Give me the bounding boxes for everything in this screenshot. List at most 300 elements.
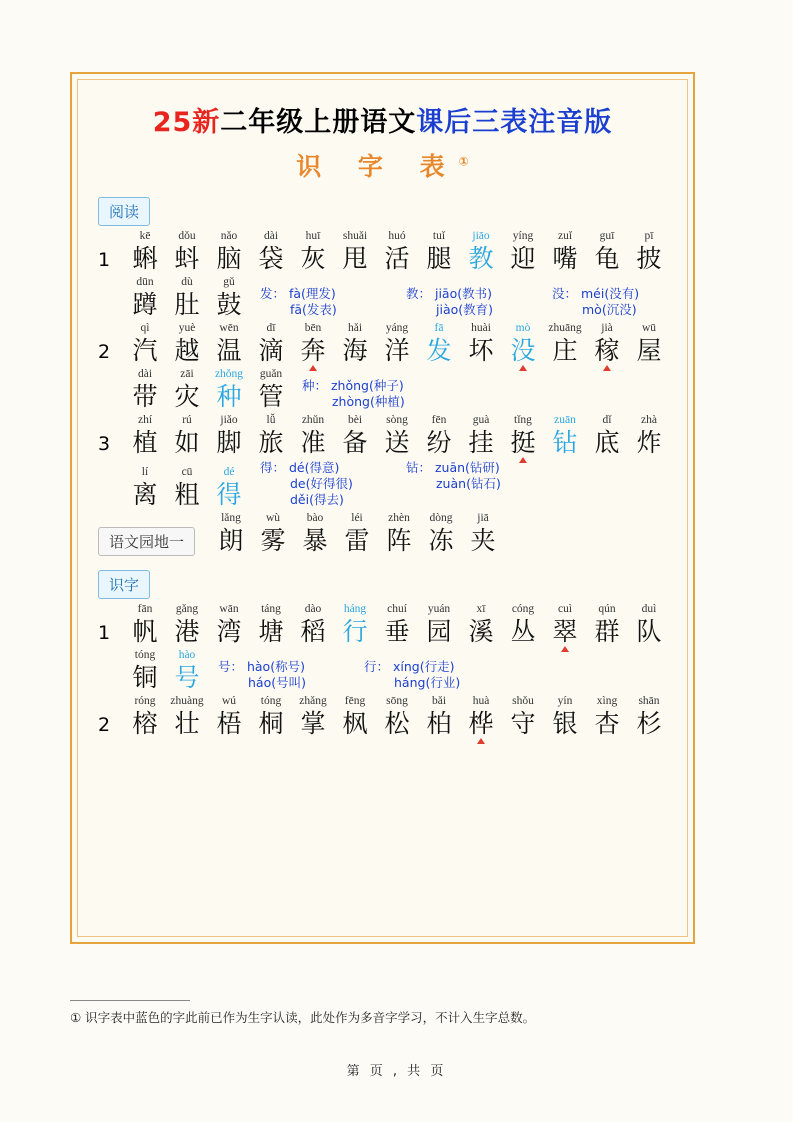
pinyin: jià [601,322,613,334]
char-cell [292,322,334,366]
char-group [124,322,670,366]
pinyin: dào [304,603,322,615]
hanzi: 活 [384,244,410,273]
hanzi: 坏 [468,336,494,365]
char-cell [250,368,292,412]
pinyin: zhèn [388,512,410,524]
char-cell [418,695,460,739]
lesson-number: 2 [98,341,111,363]
hanzi: 脑 [216,244,242,273]
pinyin: lǎng [221,512,241,524]
char-cell [460,230,502,274]
pinyin: yín [557,695,573,707]
hanzi: 榕 [132,709,158,738]
hanzi: 离 [132,480,158,509]
hanzi: 蚪 [174,244,200,273]
pinyin: fān [137,603,153,615]
section-label-row [98,197,693,226]
char-cell [250,322,292,366]
pinyin: zuǐ [557,230,573,242]
footnote-marker: ① [458,154,469,169]
char-cell [376,322,418,366]
hanzi: 袋 [258,244,284,273]
hanzi: 粗 [174,480,200,509]
pinyin: jiā [477,512,489,524]
char-cell [544,414,586,458]
hanzi: 翠 [552,617,578,646]
char-cell [376,695,418,739]
pinyin: bào [306,512,324,524]
char-cell [460,695,502,739]
hanzi: 屋 [636,336,662,365]
char-group [124,603,670,647]
hanzi: 蹲 [132,290,158,319]
char-cell [376,230,418,274]
char-cell [586,230,628,274]
char-cell [166,695,208,739]
char-row [98,512,693,556]
hanzi: 柏 [426,709,452,738]
char-group [124,695,670,739]
pinyin: shǒu [512,695,534,707]
lesson-number: 1 [98,249,111,271]
hanzi: 没 [510,336,536,365]
char-row [98,460,693,510]
pinyin: kē [139,230,151,242]
hanzi: 教 [468,244,494,273]
hanzi: 底 [594,428,620,457]
char-cell [460,322,502,366]
char-cell [376,603,418,647]
char-row [98,230,693,274]
hanzi: 越 [174,336,200,365]
hanzi: 队 [636,617,662,646]
hanzi: 嘴 [552,244,578,273]
polyphone-note [552,286,672,318]
pinyin: wēn [219,322,239,334]
hanzi: 稼 [594,336,620,365]
hanzi: 号 [174,663,200,692]
pinyin: zhuāng [548,322,582,334]
hanzi: 溪 [468,617,494,646]
char-cell [124,649,166,693]
polyphone-notes [302,378,422,412]
pinyin: zuān [554,414,576,426]
hanzi: 雾 [260,526,286,555]
char-cell [418,322,460,366]
char-cell [586,603,628,647]
char-cell [208,276,250,320]
pinyin: qì [140,322,150,334]
hanzi: 备 [342,428,368,457]
char-cell [502,230,544,274]
pinyin: léi [351,512,363,524]
pinyin: zhí [137,414,153,426]
char-row [98,695,693,739]
char-cell [294,512,336,556]
triangle-marker-icon [603,365,611,371]
char-cell [336,512,378,556]
hanzi: 塘 [258,617,284,646]
pinyin: hào [178,649,196,661]
polyphone-note [364,659,484,691]
hanzi: 丛 [510,617,536,646]
pinyin: bēn [304,322,322,334]
char-cell [166,276,208,320]
row-indent [98,690,124,693]
note-head: 行： xíng(行走) [364,659,455,674]
char-row [98,414,693,458]
hanzi: 壮 [174,709,200,738]
char-cell [628,414,670,458]
pinyin: dòng [429,512,453,524]
char-cell [418,230,460,274]
note-head: 号： hào(称号) [218,659,305,674]
page-footer: 第 页 , 共 页 [346,1064,447,1079]
content-area [72,197,693,739]
pinyin: lǚ [266,414,276,426]
char-cell [124,230,166,274]
char-cell [334,603,376,647]
note-head: 钻： zuān(钻研) [406,460,500,475]
pinyin: huó [388,230,406,242]
hanzi: 鼓 [216,290,242,319]
note-item: zhòng(种植) [332,394,405,409]
polyphone-note [218,659,338,691]
document-page [70,72,695,944]
pinyin: dūn [136,276,154,288]
char-cell [544,230,586,274]
pinyin: zhǔn [301,414,325,426]
char-cell [250,230,292,274]
polyphone-notes [260,286,672,320]
pinyin: jiǎo [220,414,238,426]
note-item: de(好得很) [290,476,353,491]
pinyin: jiāo [472,230,490,242]
hanzi: 送 [384,428,410,457]
hanzi: 肚 [174,290,200,319]
char-cell [208,603,250,647]
pinyin: táng [261,603,281,615]
hanzi: 甩 [342,244,368,273]
pinyin: dài [263,230,279,242]
hanzi: 腿 [426,244,452,273]
hanzi: 蝌 [132,244,158,273]
char-cell [166,368,208,412]
hanzi: 灾 [174,382,200,411]
char-cell [208,322,250,366]
pinyin: chuí [387,603,407,615]
triangle-marker-icon [519,457,527,463]
triangle-marker-icon [561,646,569,652]
char-cell [250,695,292,739]
hanzi: 行 [342,617,368,646]
note-head: 种： zhǒng(种子) [302,378,404,393]
pinyin: zhǎng [299,695,327,707]
hanzi: 滴 [258,336,284,365]
subtitle-text: 识 字 表 [296,152,459,181]
pinyin: bèi [347,414,363,426]
char-cell [334,695,376,739]
pinyin: xī [476,603,486,615]
polyphone-note [260,286,380,318]
char-cell [124,276,166,320]
char-cell [166,603,208,647]
section-label-literacy: 识字 [98,570,150,599]
hanzi: 桐 [258,709,284,738]
char-group [124,466,250,510]
char-cell [124,603,166,647]
char-cell [628,695,670,739]
char-cell [124,466,166,510]
char-cell [166,230,208,274]
char-cell [124,368,166,412]
char-cell [208,368,250,412]
triangle-marker-icon [519,365,527,371]
pinyin: cū [181,466,193,478]
row-indent [98,507,124,510]
pinyin: tóng [260,695,282,707]
pinyin: dé [223,466,235,478]
note-item: děi(得去) [290,492,344,507]
hanzi: 旅 [258,428,284,457]
pinyin: cuì [557,603,573,615]
hanzi: 发 [426,336,452,365]
char-cell [166,649,208,693]
char-cell [124,695,166,739]
pinyin: yuán [427,603,451,615]
pinyin: guǎn [259,368,283,380]
note-item: jiào(教育) [436,302,494,317]
note-head: 没： méi(没有) [552,286,640,301]
pinyin: huī [305,230,321,242]
pinyin: fēn [431,414,447,426]
hanzi: 准 [300,428,326,457]
hanzi: 桦 [468,709,494,738]
pinyin: mò [515,322,531,334]
pinyin: shān [638,695,660,707]
pinyin: wú [221,695,237,707]
char-cell [208,466,250,510]
hanzi: 掌 [300,709,326,738]
title-part-red: 25新 [152,107,221,138]
pinyin: fā [434,322,444,334]
pinyin: qún [598,603,616,615]
pinyin: róng [134,695,156,707]
note-item: háng(行业) [394,675,461,690]
hanzi: 钻 [552,428,578,457]
char-group [124,368,292,412]
note-head: 发： fà(理发) [260,286,336,301]
pinyin: guī [599,230,615,242]
hanzi: 暴 [302,526,328,555]
char-cell [460,603,502,647]
hanzi: 冻 [428,526,454,555]
char-cell [460,414,502,458]
hanzi: 园 [426,617,452,646]
hanzi: 得 [216,480,242,509]
note-item: mò(沉没) [582,302,637,317]
lesson-label-slot [98,533,210,556]
hanzi: 炸 [636,428,662,457]
char-cell [628,322,670,366]
char-cell [628,603,670,647]
pinyin: bǎi [431,695,447,707]
hanzi: 奔 [300,336,326,365]
char-cell [628,230,670,274]
polyphone-note [302,378,422,410]
pinyin: tuǐ [432,230,446,242]
pinyin: dī [266,322,276,334]
hanzi: 朗 [218,526,244,555]
char-cell [334,230,376,274]
pinyin: pī [644,230,654,242]
char-cell [210,512,252,556]
title-part-black: 二年级上册语文 [220,107,417,138]
hanzi: 港 [174,617,200,646]
triangle-marker-icon [477,738,485,744]
hanzi: 迎 [510,244,536,273]
pinyin: dǒu [178,230,196,242]
pinyin: zāi [180,368,194,380]
hanzi: 雷 [344,526,370,555]
char-cell [378,512,420,556]
char-group [124,414,670,458]
hanzi: 松 [384,709,410,738]
hanzi: 杉 [636,709,662,738]
pinyin: gǔ [223,276,235,288]
pinyin: sōng [386,695,408,707]
triangle-marker-icon [309,365,317,371]
hanzi: 垂 [384,617,410,646]
pinyin: dài [137,368,153,380]
note-item: zuàn(钻石) [436,476,501,491]
page-title [72,100,693,139]
hanzi: 稻 [300,617,326,646]
char-cell [166,322,208,366]
hanzi: 带 [132,382,158,411]
char-group [124,230,670,274]
polyphone-note [260,460,380,508]
char-row [98,603,693,647]
pinyin: duì [641,603,657,615]
hanzi: 杏 [594,709,620,738]
section-label-garden1: 语文园地一 [98,527,195,556]
char-cell [292,230,334,274]
polyphone-notes [260,460,526,510]
section-label-reading: 阅读 [98,197,150,226]
hanzi: 银 [552,709,578,738]
char-group [124,276,250,320]
pinyin: shuǎi [342,230,368,242]
title-part-blue: 课后三表注音版 [416,107,613,138]
char-cell [462,512,504,556]
hanzi: 庄 [552,336,578,365]
note-item: háo(号叫) [248,675,306,690]
footnote-divider [70,1000,190,1001]
hanzi: 灰 [300,244,326,273]
pinyin: xìng [596,695,618,707]
hanzi: 纷 [426,428,452,457]
pinyin: yáng [385,322,409,334]
pinyin: zhà [641,414,657,426]
pinyin: nǎo [220,230,238,242]
char-cell [586,695,628,739]
char-cell [250,603,292,647]
note-head: 得： dé(得意) [260,460,340,475]
polyphone-notes [218,659,484,693]
hanzi: 洋 [384,336,410,365]
lesson-number: 3 [98,433,111,455]
pinyin: yíng [512,230,534,242]
char-cell [544,322,586,366]
page-subtitle [72,147,693,183]
section-label-row [98,570,693,599]
char-cell [124,322,166,366]
pinyin: wān [219,603,239,615]
char-row [98,368,693,412]
pinyin: guà [472,414,490,426]
note-head: 教： jiāo(教书) [406,286,492,301]
char-row [98,649,693,693]
char-row [98,276,693,320]
pinyin: gǎng [175,603,199,615]
char-cell [252,512,294,556]
pinyin: huài [471,322,491,334]
hanzi: 龟 [594,244,620,273]
hanzi: 夹 [470,526,496,555]
char-cell [166,414,208,458]
polyphone-note [406,286,526,318]
hanzi: 阵 [386,526,412,555]
pinyin: wù [265,512,281,524]
char-cell [376,414,418,458]
pinyin: zhuàng [170,695,204,707]
lesson-number: 2 [98,714,111,736]
char-cell [208,230,250,274]
char-cell [124,414,166,458]
note-item: fā(发表) [290,302,337,317]
pinyin: tǐng [514,414,532,426]
footnote-text: ① 识字表中蓝色的字此前已作为生字认读，此处作为多音字学习，不计入生字总数。 [70,1010,536,1025]
char-cell [420,512,462,556]
hanzi: 汽 [132,336,158,365]
pinyin: lí [141,466,149,478]
char-cell [292,603,334,647]
pinyin: tóng [134,649,156,661]
char-cell [292,414,334,458]
pinyin: zhǒng [214,368,244,380]
row-indent [98,317,124,320]
hanzi: 脚 [216,428,242,457]
char-cell [586,322,628,366]
hanzi: 铜 [132,663,158,692]
hanzi: 群 [594,617,620,646]
char-group [210,512,504,556]
char-cell [334,322,376,366]
hanzi: 挺 [510,428,536,457]
hanzi: 帆 [132,617,158,646]
hanzi: 温 [216,336,242,365]
pinyin: dǐ [602,414,612,426]
hanzi: 挂 [468,428,494,457]
char-cell [544,695,586,739]
pinyin: dù [181,276,193,288]
char-cell [418,414,460,458]
pinyin: huà [472,695,490,707]
char-cell [166,466,208,510]
pinyin: cóng [511,603,535,615]
